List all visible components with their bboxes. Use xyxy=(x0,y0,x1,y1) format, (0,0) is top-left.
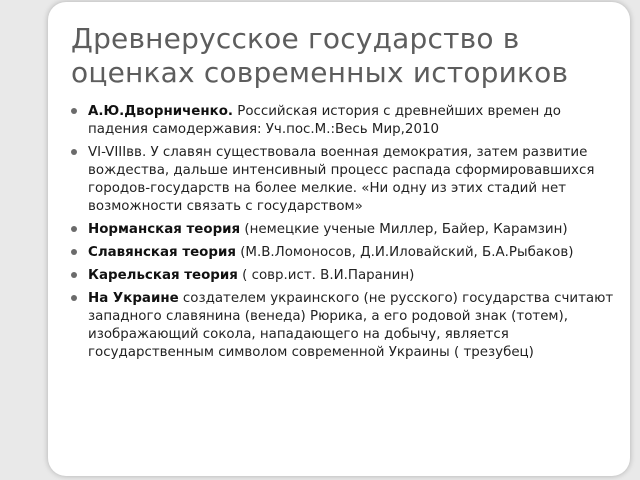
slide-title-line-1: Древнерусское государство в xyxy=(71,22,520,55)
slide-title-line-2: оценках современных историков xyxy=(71,56,569,89)
bullet-list xyxy=(71,103,616,367)
bullet-bold: Славянская теория xyxy=(88,245,236,260)
bullet-item-military-democracy xyxy=(71,144,616,216)
bullet-item-slavic-theory xyxy=(71,244,616,262)
bullet-item-karelian-theory xyxy=(71,267,616,285)
bullet-dot-icon xyxy=(71,272,77,278)
bullet-text: VI-VIIIвв. У славян существовала военная демократия, затем развитие вождества, дальше интенсивный процесс распада сформировавшихся городов-государств на более мелкие. «Ни одну из этих стадий нет возможности связать с государством» xyxy=(88,145,595,214)
bullet-dot-icon xyxy=(71,295,77,301)
bullet-item-ukraine xyxy=(71,290,616,362)
bullet-bold: Карельская теория xyxy=(88,268,238,283)
bullet-text: (М.В.Ломоносов, Д.И.Иловайский, Б.А.Рыбаков) xyxy=(235,245,574,260)
bullet-item-dvornichenko xyxy=(71,103,616,139)
bullet-text: (немецкие ученые Миллер, Байер, Карамзин) xyxy=(240,222,568,237)
bullet-bold: Норманская теория xyxy=(88,222,241,237)
bullet-bold: А.Ю.Дворниченко. xyxy=(88,104,233,119)
bullet-dot-icon xyxy=(71,226,77,232)
bullet-text: ( совр.ист. В.И.Паранин) xyxy=(237,268,415,283)
slide-title xyxy=(71,22,621,90)
bullet-item-norman-theory xyxy=(71,221,616,239)
bullet-bold: На Украине xyxy=(88,291,179,306)
bullet-text: создателем украинского (не русского) государства считают западного славянина (венеда) Рюрика, а его родовой знак (тотем), изображающий сокола, нападающего на добычу, является государственным символом современной Украины ( трезубец) xyxy=(88,291,614,360)
bullet-dot-icon xyxy=(71,149,77,155)
bullet-dot-icon xyxy=(71,108,77,114)
bullet-dot-icon xyxy=(71,249,77,255)
bullet-text: Российская история с древнейших времен до падения самодержавия: Уч.пос.М.:Весь Мир,2010 xyxy=(88,104,561,137)
